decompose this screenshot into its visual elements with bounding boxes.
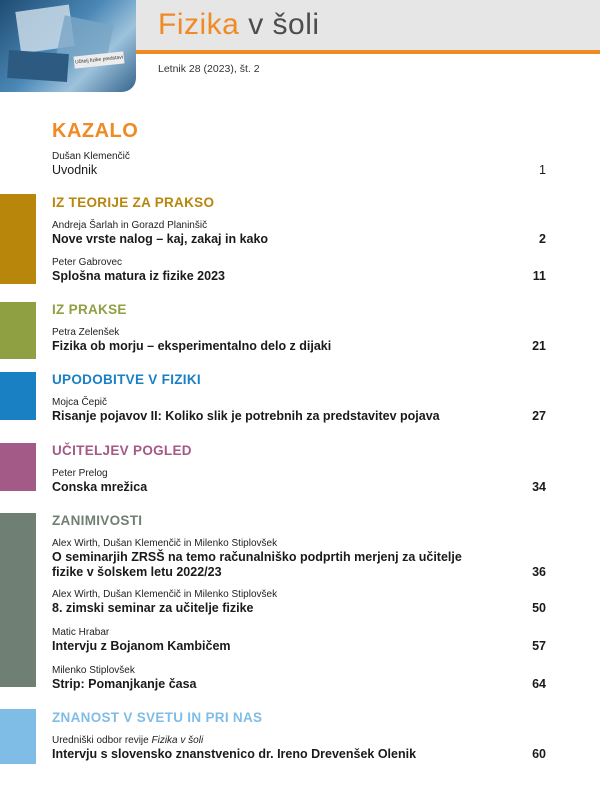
toc-entry[interactable] bbox=[52, 396, 546, 424]
section-heading: UPODOBITVE V FIZIKI bbox=[52, 372, 201, 387]
entry-author: Milenko Stiplovšek bbox=[52, 665, 135, 676]
entry-author: Alex Wirth, Dušan Klemenčič in Milenko Stiplovšek bbox=[52, 589, 278, 600]
toc-entry[interactable] bbox=[52, 588, 546, 616]
entry-page: 21 bbox=[532, 339, 546, 353]
entry-page: 36 bbox=[532, 565, 546, 579]
entry-page: 1 bbox=[539, 163, 546, 177]
toc-entry[interactable] bbox=[52, 626, 546, 654]
entry-author: Andreja Šarlah in Gorazd Planinšič bbox=[52, 220, 208, 231]
entry-title: Risanje pojavov II: Koliko slik je potrebnih za predstavitev pojava bbox=[52, 409, 440, 423]
entry-title: O seminarjih ZRSŠ na temo računalniško podprtih merjenj za učitelje fizike v šolskem letu 2022/23 bbox=[52, 550, 462, 579]
entry-title: Strip: Pomanjkanje časa bbox=[52, 677, 197, 691]
entry-page: 11 bbox=[532, 269, 546, 283]
section-bar-zanimivosti bbox=[0, 513, 36, 687]
entry-author: Alex Wirth, Dušan Klemenčič in Milenko Stiplovšek bbox=[52, 538, 278, 549]
entry-author: Matic Hrabar bbox=[52, 627, 110, 638]
entry-title: 8. zimski seminar za učitelje fizike bbox=[52, 601, 254, 615]
toc-heading: KAZALO bbox=[52, 120, 139, 142]
entry-page: 57 bbox=[532, 639, 546, 653]
journal-title bbox=[158, 8, 320, 42]
section-bar-pogled bbox=[0, 443, 36, 491]
section-heading: UČITELJEV POGLED bbox=[52, 443, 192, 458]
toc-entry[interactable] bbox=[52, 664, 546, 692]
toc-entry[interactable] bbox=[52, 467, 546, 495]
section-heading: IZ PRAKSE bbox=[52, 302, 127, 317]
journal-title-part2: v šoli bbox=[248, 8, 320, 41]
entry-title: Uvodnik bbox=[52, 163, 98, 177]
entry-author: Peter Prelog bbox=[52, 468, 108, 479]
entry-author: Petra Zelenšek bbox=[52, 327, 120, 338]
entry-title: Splošna matura iz fizike 2023 bbox=[52, 269, 225, 283]
toc-entry[interactable] bbox=[52, 219, 546, 247]
entry-author: Dušan Klemenčič bbox=[52, 151, 130, 162]
entry-author: Mojca Čepič bbox=[52, 397, 108, 408]
toc-entry[interactable] bbox=[52, 326, 546, 354]
header-rule bbox=[130, 50, 600, 54]
entry-page: 60 bbox=[532, 747, 546, 761]
section-bar-znanost bbox=[0, 709, 36, 764]
entry-title: Intervju s slovensko znanstvenico dr. Ireno Drevenšek Olenik bbox=[52, 747, 417, 761]
section-heading: IZ TEORIJE ZA PRAKSO bbox=[52, 195, 215, 210]
entry-author: Peter Gabrovec bbox=[52, 257, 123, 268]
journal-title-part1: Fizika bbox=[158, 8, 240, 41]
entry-author-prefix: Uredniški odbor revije bbox=[52, 735, 152, 746]
cover-image bbox=[0, 0, 136, 92]
section-bar-upodobitve bbox=[0, 372, 36, 420]
cover-photo-shape bbox=[7, 50, 69, 82]
entry-author bbox=[52, 734, 546, 747]
entry-page: 50 bbox=[532, 601, 546, 615]
entry-title: Nove vrste nalog – kaj, zakaj in kako bbox=[52, 232, 269, 246]
entry-author-journal: Fizika v šoli bbox=[151, 735, 204, 746]
entry-title: Intervju z Bojanom Kambičem bbox=[52, 639, 231, 653]
entry-title: Fizika ob morju – eksperimentalno delo z dijaki bbox=[52, 339, 332, 353]
section-bar-praksa bbox=[0, 302, 36, 359]
section-heading: ZNANOST V SVETU IN PRI NAS bbox=[52, 710, 263, 725]
cover-tag: Učitelj fizike predstavi bbox=[74, 51, 125, 68]
entry-page: 64 bbox=[532, 677, 546, 691]
entry-page: 2 bbox=[539, 232, 546, 246]
toc-entry-intro[interactable] bbox=[52, 150, 546, 178]
entry-page: 27 bbox=[532, 409, 546, 423]
toc-entry[interactable] bbox=[52, 256, 546, 284]
entry-page: 34 bbox=[532, 480, 546, 494]
issue-info: Letnik 28 (2023), št. 2 bbox=[158, 63, 260, 75]
section-bar-teorija bbox=[0, 194, 36, 284]
section-heading: ZANIMIVOSTI bbox=[52, 513, 143, 528]
toc-entry[interactable] bbox=[52, 537, 546, 580]
entry-title: Conska mrežica bbox=[52, 480, 148, 494]
toc-entry[interactable] bbox=[52, 734, 546, 762]
